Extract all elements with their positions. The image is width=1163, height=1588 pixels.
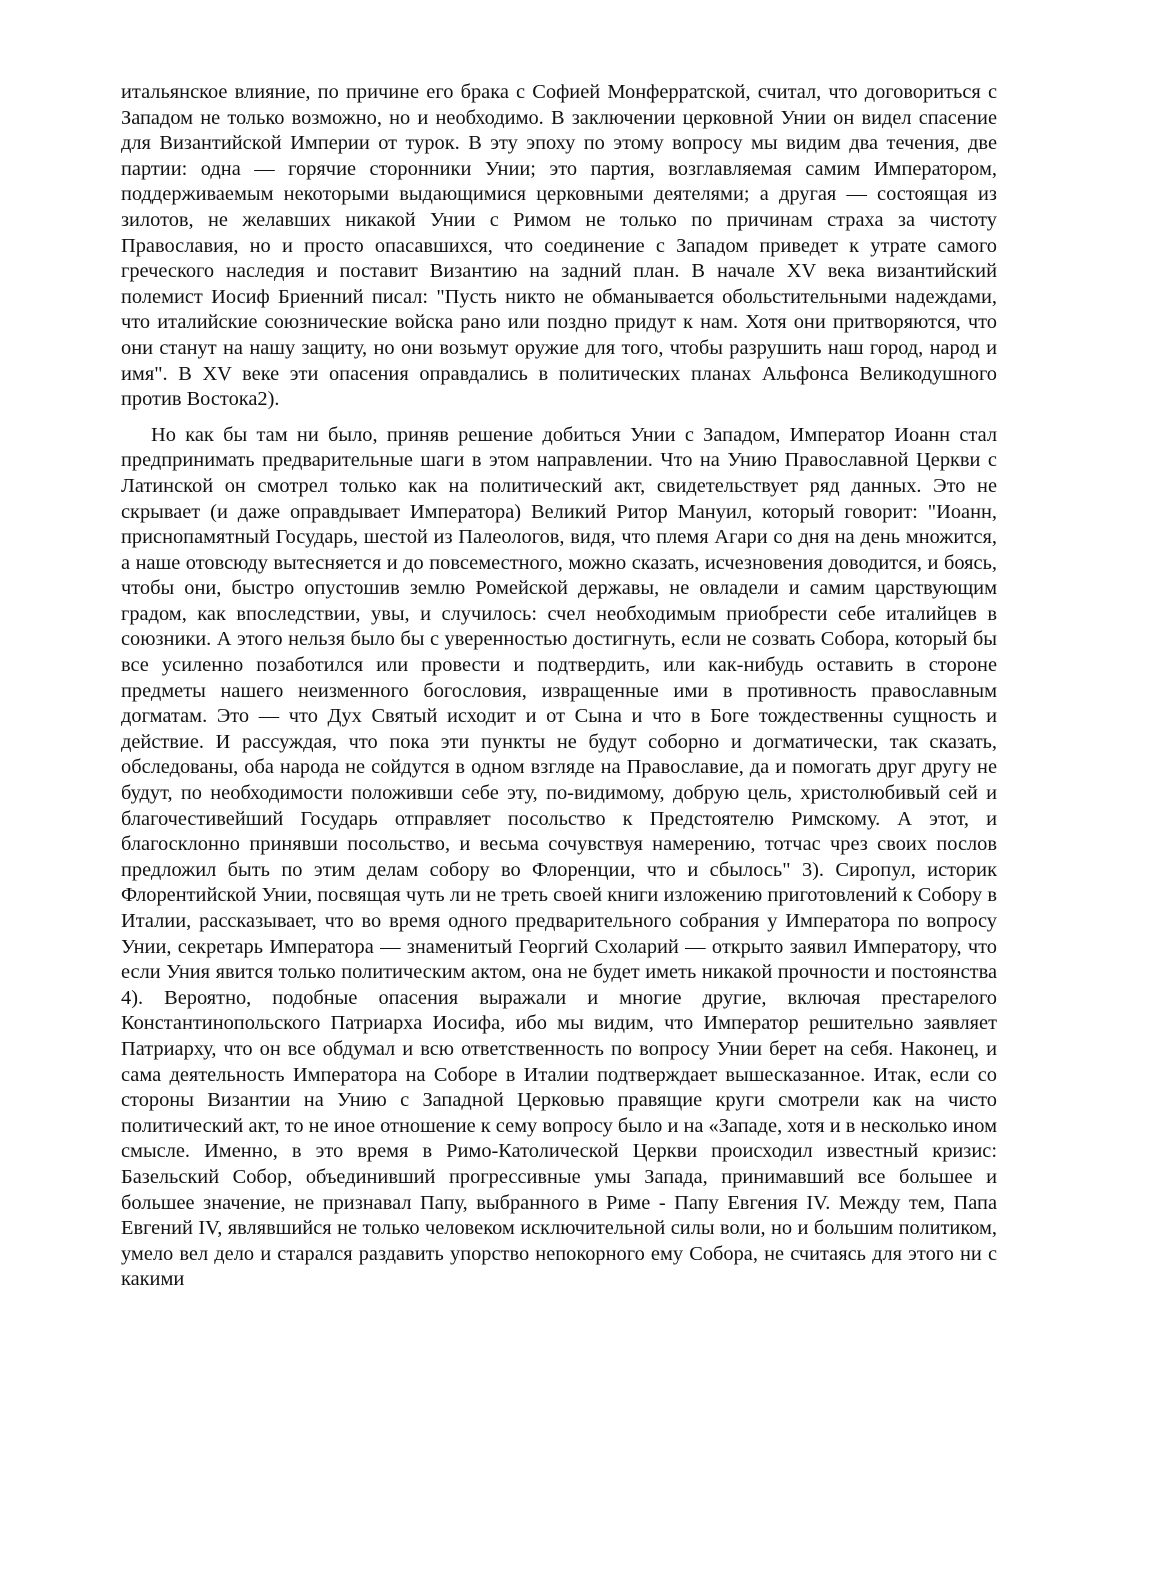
document-page (121, 80, 997, 1293)
paragraph-2: Но как бы там ни было, приняв решение добиться Унии с Западом, Император Иоанн стал предпринимать предварительные шаги в этом направлении. Что на Унию Православной Церкви с Латинской он смотрел только как на политический акт, свидетельствует ряд данных. Это не скрывает (и даже оправдывает Императора) Великий Ритор Мануил, который говорит: "Иоанн, приснопамятный Государь, шестой из Палеологов, видя, что племя Агари со дня на день множится, а наше отовсюду вытесняется и до повсеместного, можно сказать, исчезновения доводится, и боясь, чтобы они, быстро опустошив землю Ромейской державы, не овладели и самим царствующим градом, как впоследствии, увы, и случилось: счел необходимым приобрести себе италийцев в союзники. А этого нельзя было бы с уверенностью достигнуть, если не созвать Собора, который бы все усиленно позаботился или провести и подтвердить, или как-нибудь оставить в стороне предметы нашего неизменного богословия, извращенные ими в противность православным догматам. Это — что Дух Святый исходит и от Сына и что в Боге тождественны сущность и действие. И рассуждая, что пока эти пункты не будут соборно и догматически, так сказать, обследованы, оба народа не сойдутся в одном взгляде на Православие, да и помогать друг другу не будут, по необходимости положивши себе эту, по-видимому, добрую цель, христолюбивый сей и благочестивейший Государь отправляет посольство к Предстоятелю Римскому. А этот, и благосклонно принявши посольство, и весьма сочувствуя намерению, тотчас чрез своих послов предложил быть по этим делам собору во Флоренции, что и сбылось" 3). Сиропул, историк Флорентийской Унии, посвящая чуть ли не треть своей книги изложению приготовлений к Собору в Италии, рассказывает, что во время одного предварительного собрания у Императора по вопросу Унии, секретарь Императора — знаменитый Георгий Схоларий — открыто заявил Императору, что если Уния явится только политическим актом, она не будет иметь никакой прочности и постоянства 4). Вероятно, подобные опасения выражали и многие другие, включая престарелого Константинопольского Патриарха Иосифа, ибо мы видим, что Император решительно заявляет Патриарху, что он все обдумал и всю ответственность по вопросу Унии берет на себя. Наконец, и сама деятельность Императора на Соборе в Италии подтверждает вышесказанное. Итак, если со стороны Византии на Унию с Западной Церковью правящие круги смотрели как на чисто политический акт, то не иное отношение к сему вопросу было и на «Западе, хотя и в несколько ином смысле. Именно, в это время в Римо-Католической Церкви происходил известный кризис: Базельский Собор, объединивший прогрессивные умы Запада, принимавший все большее и большее значение, не признавал Папу, выбранного в Риме - Папу Евгения IV. Между тем, Папа Евгений IV, являвшийся не только человеком исключительной силы воли, но и большим политиком, умело вел дело и старался раздавить упорство непокорного ему Собора, не считаясь для этого ни с какими (121, 423, 997, 1291)
paragraph-1: итальянское влияние, по причине его брака с Софией Монферратской, считал, что договориться с Западом не только возможно, но и необходимо. В заключении церковной Унии он видел спасение для Византийской Империи от турок. В эту эпоху по этому вопросу мы видим два течения, две партии: одна — горячие сторонники Унии; это партия, возглавляемая самим Императором, поддерживаемым некоторыми выдающимися церковными деятелями; а другая — состоящая из зилотов, не желавших никакой Унии с Римом не только по причинам страха за чистоту Православия, но и просто опасавшихся, что соединение с Западом приведет к утрате самого греческого наследия и поставит Византию на задний план. В начале XV века византийский полемист Иосиф Бриенний писал: "Пусть никто не обманывается обольстительными надеждами, что италийские союзнические войска рано или поздно придут к нам. Хотя они притворяются, что они станут на нашу защиту, но они возьмут оружие для того, чтобы разрушить наш город, народ и имя". В XV веке эти опасения оправдались в политических планах Альфонса Великодушного против Востока2). (121, 81, 997, 411)
